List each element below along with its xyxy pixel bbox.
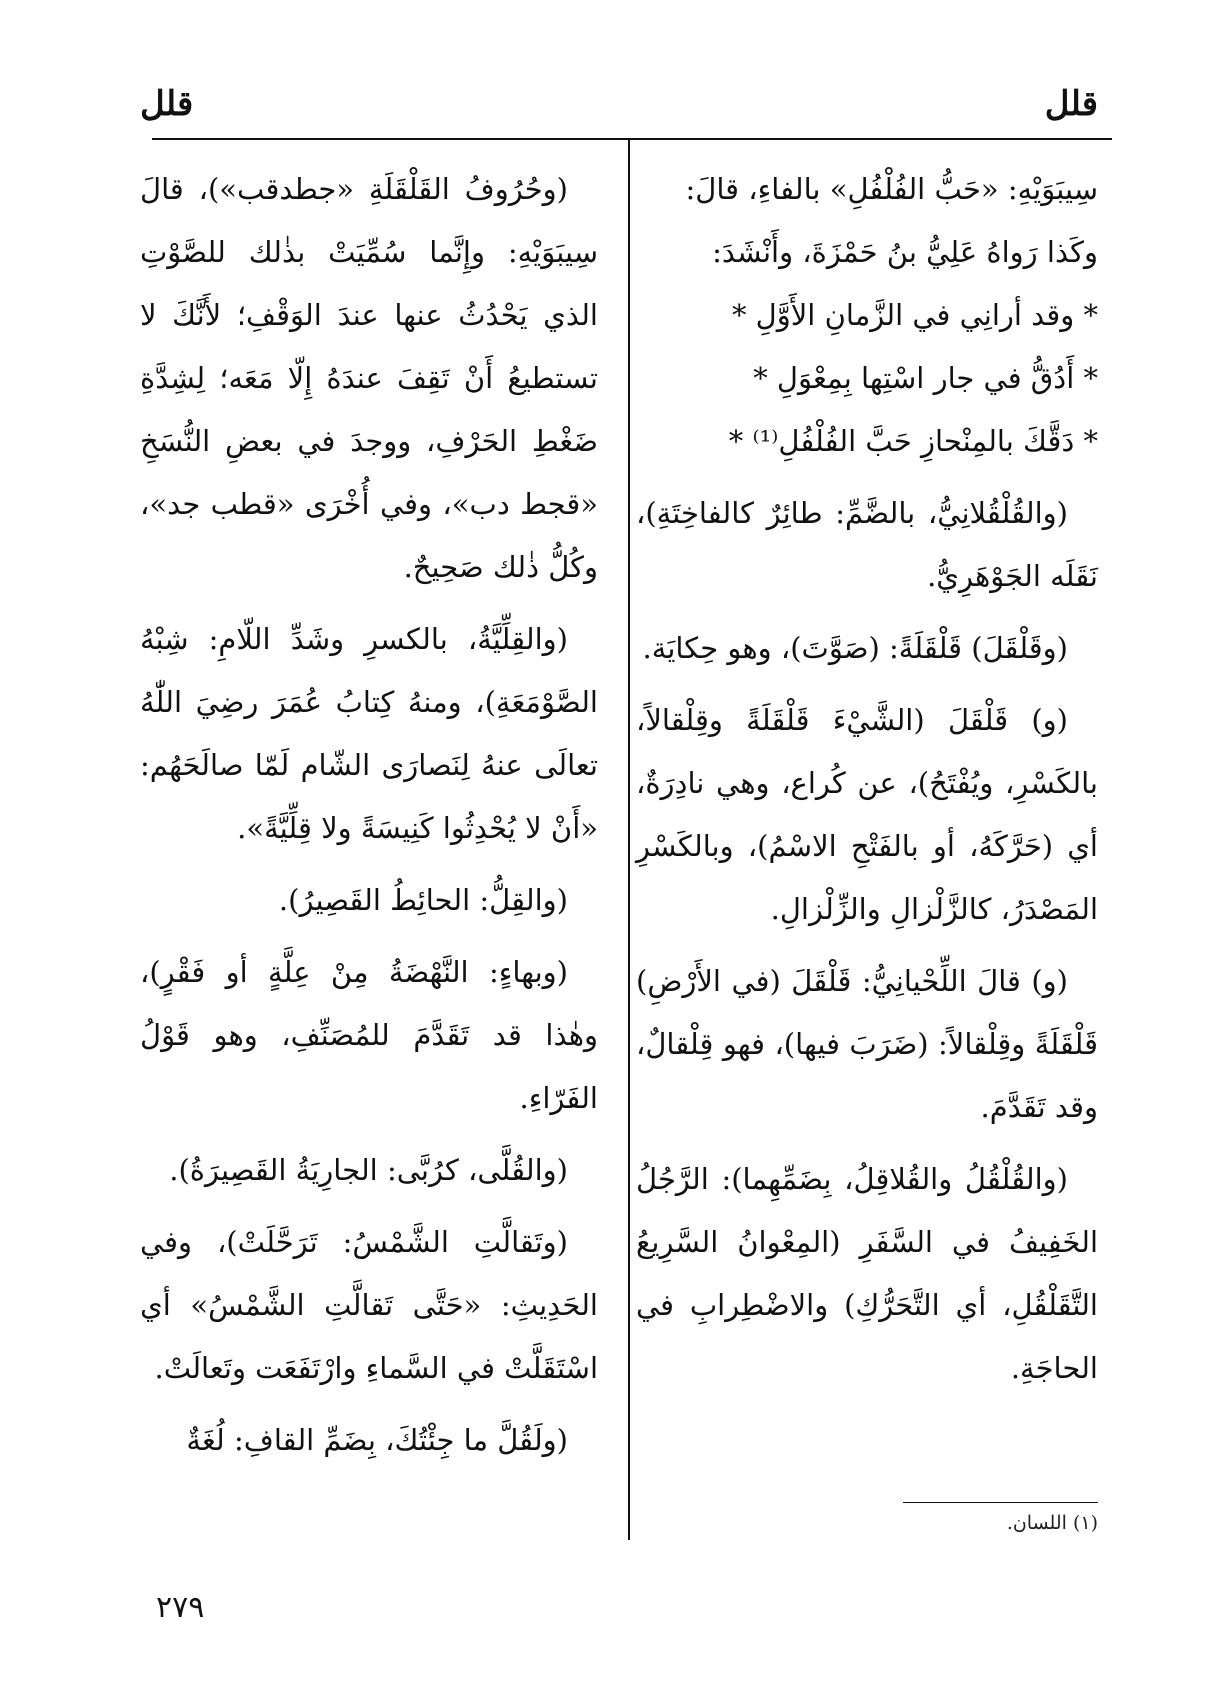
right-p1-line1: سِيبَوَيْهِ: «حَبُّ الفُلْفُلِ» بالفاءِ، قالَ: <box>685 172 1098 206</box>
footnote-rule <box>903 1502 1098 1503</box>
footnote: (١) اللسان. <box>1006 1512 1098 1534</box>
verse-line-2: * أَدُقُّ في جار اسْتِها بِمِعْوَلِ * <box>753 361 1098 395</box>
running-header-right: قلل <box>1044 84 1098 124</box>
right-paragraph-2: (والقُلْقُلانِيُّ، بالضَّمِّ: طائِرٌ كالفاخِتَةِ)، نَقَلَه الجَوْهَرِيُّ. <box>636 496 1098 593</box>
left-paragraph-4: (وبهاءٍ: النَّهْضَةُ مِنْ عِلَّةٍ أو فَقْرٍ)، وهٰذا قد تَقَدَّمَ للمُصَنِّفِ، وهو قَوْلُ الفَرّاءِ. <box>140 955 598 1115</box>
column-divider <box>628 140 630 1540</box>
right-p1-line2: وكَذا رَواهُ عَلِيُّ بنُ حَمْزَةَ، وأَنْشَدَ: <box>712 235 1098 269</box>
running-header-left: قلل <box>140 84 194 124</box>
page-number: ٢٧٩ <box>156 1590 205 1625</box>
right-paragraph-4: (و) قَلْقَلَ (الشَّيْءَ قَلْقَلَةً وقِلْقالاً، بالكَسْرِ، ويُفْتَحُ)، عن كُراع، وهي نادِرَةٌ، أي (حَرَّكَهُ، أو بالفَتْحِ الاسْمُ)، وبالكَسْرِ المَصْدَرُ، كالزَّلْزالِ والزِّلْزالِ. <box>636 703 1098 926</box>
left-paragraph-6: (وتَقالَّتِ الشَّمْسُ: تَرَحَّلَتْ)، وفي الحَدِيثِ: «حَتَّى تَقالَّتِ الشَّمْسُ» أي اسْتَقَلَّتْ في السَّماءِ وارْتَفَعَت وتَعالَتْ. <box>140 1225 598 1385</box>
left-paragraph-7: (ولَقُلَّ ما جِئْتُكَ، بِضَمِّ القافِ: لُغَةٌ <box>186 1423 568 1457</box>
left-paragraph-5: (والقُلَّى، كرُبَّى: الجارِيَةُ القَصِيرَةُ). <box>169 1153 568 1187</box>
left-paragraph-1: (وحُرُوفُ القَلْقَلَةِ «جطدقب»)، قالَ سِيبَوَيْهِ: وإِنَّما سُمِّيَتْ بذٰلك للصَّوْتِ الذي يَحْدُثُ عنها عندَ الوَقْفِ؛ لأَنَّكَ لا تستطيعُ أَنْ تَقِفَ عندَهُ إِلّا مَعَه؛ لِشِدَّةِ ضَغْطِ الحَرْفِ، ووجدَ في بعضِ النُّسَخِ «قجط دب»، وفي أُخْرَى «قطب جد»، وكُلُّ ذٰلك صَحِيحٌ. <box>140 172 598 584</box>
right-paragraph-5: (و) قالَ اللِّحْيانِيُّ: قَلْقَلَ (في الأَرْضِ) قَلْقَلَةً وقِلْقالاً: (ضَرَبَ فيها)، فهو قِلْقالٌ، وقد تَقَدَّمَ. <box>636 964 1098 1124</box>
header-rule <box>152 138 1112 140</box>
left-paragraph-2: (والقِلِّيَّةُ، بالكسرِ وشَدِّ اللّامِ: شِبْهُ الصَّوْمَعَةِ)، ومنهُ كِتابُ عُمَرَ رضِيَ اللّٰهُ تعالَى عنهُ لِنَصارَى الشّام لَمّا صالَحَهُم: «أَنْ لا يُحْدِثُوا كَنِيسَةً ولا قِلِّيَّةً». <box>140 622 598 845</box>
right-paragraph-6: (والقُلْقُلُ والقُلاقِلُ، بِضَمِّهِما): الرَّجُلُ الخَفِيفُ في السَّفَرِ (المِعْوانُ السَّرِيعُ التَّقَلْقُلِ، أي التَّحَرُّكِ) والاضْطِرابِ في الحاجَةِ. <box>636 1162 1098 1385</box>
verse-line-1: * وقد أرانِي في الزَّمانِ الأَوَّلِ * <box>731 298 1098 332</box>
right-paragraph-3: (وقَلْقَلَ) قَلْقَلَةً: (صَوَّتَ)، وهو حِكايَة. <box>642 631 1068 665</box>
left-column <box>140 158 598 1481</box>
right-column <box>636 158 1098 1409</box>
left-paragraph-3: (والقِلُّ: الحائِطُ القَصِيرُ). <box>278 883 568 917</box>
verse-line-3: * دَقَّكَ بالمِنْحازِ حَبَّ الفُلْفُلِ⁽¹⁾ * <box>728 424 1098 458</box>
